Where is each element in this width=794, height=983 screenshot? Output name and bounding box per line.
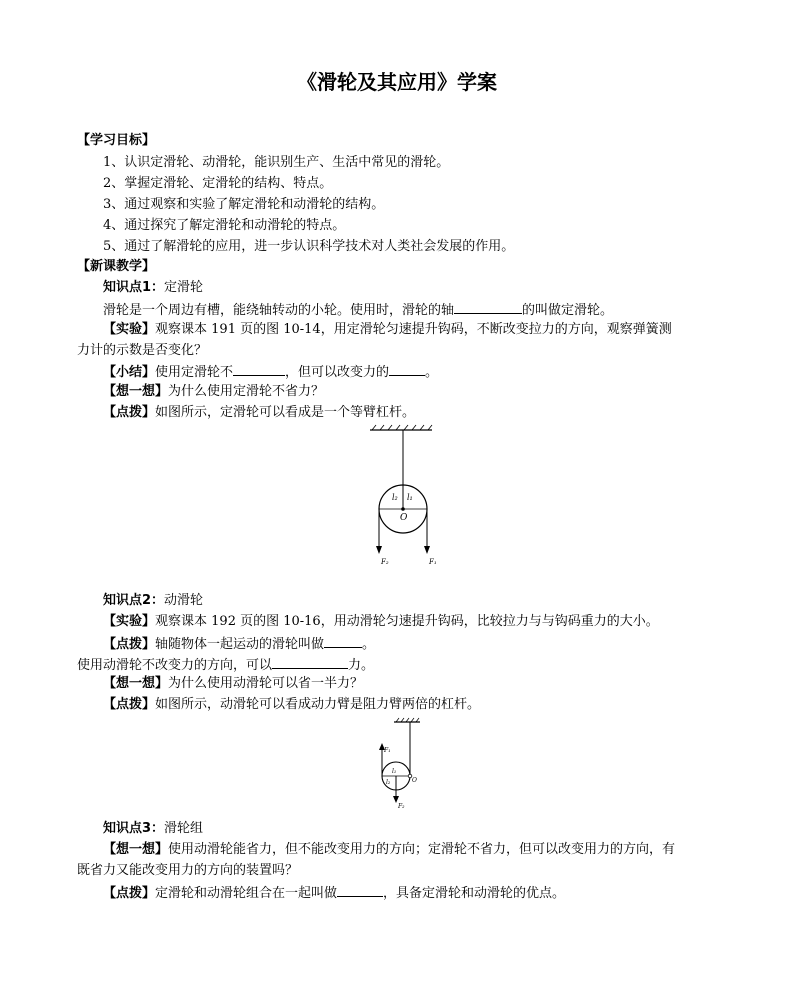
kp2-experiment [103, 613, 659, 631]
kp1-tip-text: 如图所示，定滑轮可以看成是一个等臂杠杆。 [155, 405, 416, 420]
kp2-line-end: 力。 [348, 658, 375, 673]
fixed-fig-l2: l₂ [392, 493, 398, 502]
kp2-tip1-tag: 【点拨】 [103, 637, 156, 652]
kp1-intro-blank[interactable] [454, 300, 522, 314]
kp1-sum-text3: 。 [425, 365, 439, 380]
kp3-tip-text: 定滑轮和动滑轮组合在一起叫做 [155, 886, 338, 901]
kp2-line-blank[interactable] [272, 655, 348, 669]
kp1-sum-blank1[interactable] [233, 362, 285, 376]
kp2-line-text: 使用动滑轮不改变力的方向，可以 [77, 658, 273, 673]
movable-fig-l1: l₁ [392, 768, 397, 775]
kp3-tip [103, 883, 565, 903]
kp1-intro [103, 300, 613, 320]
kp3-think [103, 841, 675, 859]
kp1-sum-text2: ，但可以改变力的 [285, 365, 390, 380]
kp2-line [77, 655, 374, 675]
fixed-fig-f1: F₁ [429, 558, 437, 566]
kp1-exp-text: 观察课本 191 页的图 10-14，用定滑轮匀速提升钩码，不断改变拉力的方向，观察弹簧测 [155, 322, 672, 337]
kp1-intro-text-end: 的叫做定滑轮。 [522, 303, 614, 318]
movable-fig-f2: F₂ [398, 803, 405, 810]
kp1-tip-tag: 【点拨】 [103, 405, 156, 420]
kp1-exp-line2: 力计的示数是否变化？ [77, 343, 208, 358]
kp1-sum-tag: 【小结】 [103, 365, 156, 380]
kp2-think-tag: 【想一想】 [103, 676, 169, 691]
kp3-name: 滑轮组 [164, 821, 204, 836]
kp2-label: 知识点2： [103, 593, 165, 608]
objective-item: 3、通过观察和实验了解定滑轮和动滑轮的结构。 [103, 197, 385, 212]
fixed-fig-f2: F₂ [381, 558, 389, 566]
kp3-tip-tag: 【点拨】 [103, 886, 156, 901]
objective-item: 4、通过探究了解定滑轮和动滑轮的特点。 [103, 218, 346, 233]
kp2-name: 动滑轮 [164, 593, 204, 608]
kp2-tip1 [103, 634, 375, 654]
fixed-fig-center: O [400, 513, 408, 523]
kp2-think-text: 为什么使用动滑轮可以省一半力？ [168, 676, 364, 691]
kp3-think-text: 使用动滑轮能省力，但不能改变用力的方向；定滑轮不省力，但可以改变用力的方向，有 [168, 842, 676, 857]
movable-fig-center: O [412, 777, 417, 784]
kp2-tip2-text: 如图所示，动滑轮可以看成动力臂是阻力臂两倍的杠杆。 [155, 697, 481, 712]
fixed-fig-l1: l₁ [407, 493, 413, 502]
kp3-title [103, 820, 203, 838]
kp1-think-text: 为什么使用定滑轮不省力？ [168, 384, 325, 399]
movable-pulley-figure [370, 716, 426, 812]
objectives-heading: 【学习目标】 [77, 133, 156, 148]
kp2-tip1-end: 。 [362, 637, 376, 652]
kp2-exp-text: 观察课本 192 页的图 10-16，用动滑轮匀速提升钩码，比较拉力与与钩码重力的大小。 [155, 614, 659, 629]
kp2-think [103, 675, 363, 693]
kp1-sum-text: 使用定滑轮不 [155, 365, 234, 380]
fixed-pulley-figure [360, 424, 450, 574]
kp1-summary [103, 362, 438, 382]
objective-item: 1、认识定滑轮、动滑轮，能识别生产、生活中常见的滑轮。 [103, 155, 450, 170]
kp1-sum-blank2[interactable] [389, 362, 425, 376]
kp1-think-tag: 【想一想】 [103, 384, 169, 399]
kp1-name: 定滑轮 [164, 280, 204, 295]
teaching-heading: 【新课教学】 [77, 259, 156, 274]
kp3-tip-end: ，具备定滑轮和动滑轮的优点。 [383, 886, 566, 901]
kp2-exp-tag: 【实验】 [103, 614, 156, 629]
kp1-exp-tag: 【实验】 [103, 322, 156, 337]
kp1-think [103, 383, 324, 401]
kp2-tip2-tag: 【点拨】 [103, 697, 156, 712]
kp3-tip-blank[interactable] [337, 883, 383, 897]
kp1-label: 知识点1： [103, 280, 165, 295]
kp3-label: 知识点3： [103, 821, 165, 836]
kp2-title [103, 592, 203, 610]
kp1-intro-text: 滑轮是一个周边有槽，能绕轴转动的小轮。使用时，滑轮的轴 [103, 303, 455, 318]
page-title: 《滑轮及其应用》学案 [297, 70, 497, 94]
kp2-tip1-blank[interactable] [324, 634, 362, 648]
movable-fig-l2: l₂ [386, 779, 391, 786]
kp3-think-line2: 既省力又能改变用力的方向的装置吗？ [77, 863, 299, 878]
kp1-tip [103, 404, 415, 422]
kp3-think-tag: 【想一想】 [103, 842, 169, 857]
kp1-experiment [103, 321, 672, 339]
kp2-tip2 [103, 696, 480, 714]
kp2-tip1-text: 轴随物体一起运动的滑轮叫做 [155, 637, 325, 652]
movable-fig-f1: F₁ [384, 747, 391, 754]
objective-item: 5、通过了解滑轮的应用，进一步认识科学技术对人类社会发展的作用。 [103, 239, 515, 254]
kp1-title [103, 279, 203, 297]
objective-item: 2、掌握定滑轮、定滑轮的结构、特点。 [103, 176, 333, 191]
